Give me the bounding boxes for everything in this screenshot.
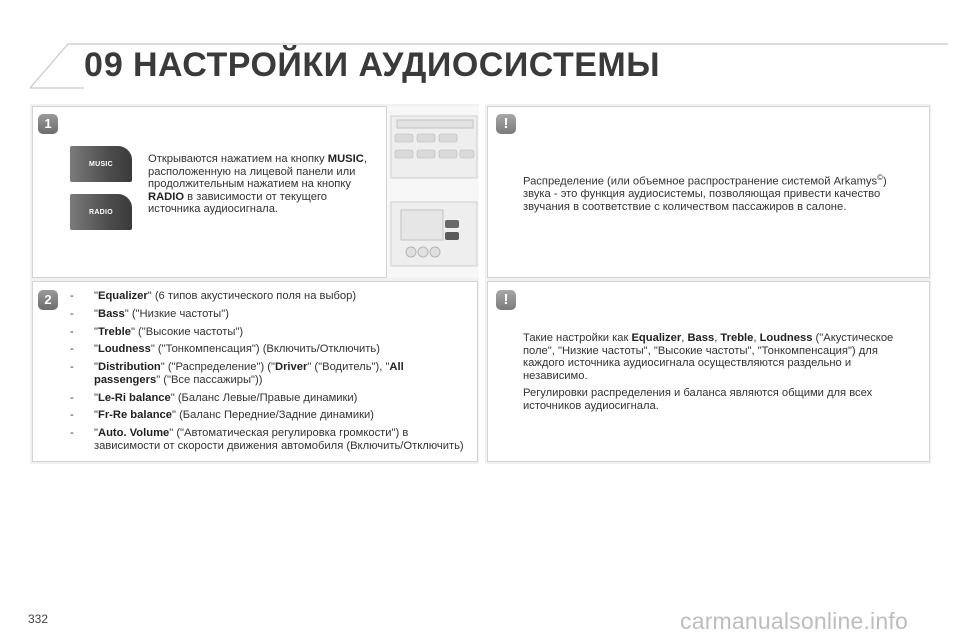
radio-panel-icon [387, 106, 479, 278]
note-2-paragraph-2: Регулировки распределения и баланса являются общими для всех источников аудиосигнала. [523, 387, 873, 412]
page-title: НАСТРОЙКИ АУДИОСИСТЕМЫ [133, 46, 661, 84]
music-button-image [70, 146, 132, 182]
section-1-text: Открываются нажатием на кнопку MUSIC, расположенную на лицевой панели или продолжительным нажатием на кнопку RADIO в зависимости от текущего источника аудиосигнала. [148, 153, 367, 216]
list-item: - "Distribution" ("Распределение") ("Driver" ("Водитель"), "All passengers" ("Все пассажиры")) [70, 361, 404, 386]
note-2-paragraph-1: Такие настройки как Equalizer, Bass, Treble, Loudness ("Акустическое поле", "Низкие частоты", "Высокие частоты", "Тонкомпенсация") для каждого источника аудиосигнала осуществляются раздельно и независимо. [523, 332, 894, 382]
radio-button-image [70, 194, 132, 230]
note-1-text: Распределение (или объемное распространение системой Arkamys©) звука - это функция аудиосистемы, позволяющая привести качество звучания в соответствие с количеством пассажиров в салоне. [523, 173, 887, 213]
list-item: - "Loudness" ("Тонкомпенсация") (Включить/Отключить) [70, 343, 380, 356]
settings-list [70, 290, 470, 457]
list-item: - "Le-Ri balance" (Баланс Левые/Правые динамики) [70, 391, 358, 404]
chapter-number: 09 [84, 46, 124, 84]
list-item: - "Treble" ("Высокие частоты") [70, 325, 244, 338]
radio-button-label: RADIO [88, 208, 114, 216]
list-item: - "Auto. Volume" ("Автоматическая регулировка громкости") в зависимости от скорости движения автомобиля (Включить/Отключить) [70, 427, 464, 452]
watermark: carmanualsonline.info [680, 608, 908, 634]
list-item: - "Fr-Re balance" (Баланс Передние/Задние динамики) [70, 409, 374, 422]
music-button-label: MUSIC [88, 160, 114, 168]
list-item: - "Bass" ("Низкие частоты") [70, 307, 229, 320]
step-1-badge: 1 [38, 114, 58, 134]
step-2-badge: 2 [38, 290, 58, 310]
warning-1-icon: ! [496, 114, 516, 134]
page-number: 332 [28, 612, 49, 626]
radio-device-illustration [386, 106, 479, 278]
list-item: - "Equalizer" (6 типов акустического поля на выбор) [70, 290, 357, 302]
warning-2-icon: ! [496, 290, 516, 310]
